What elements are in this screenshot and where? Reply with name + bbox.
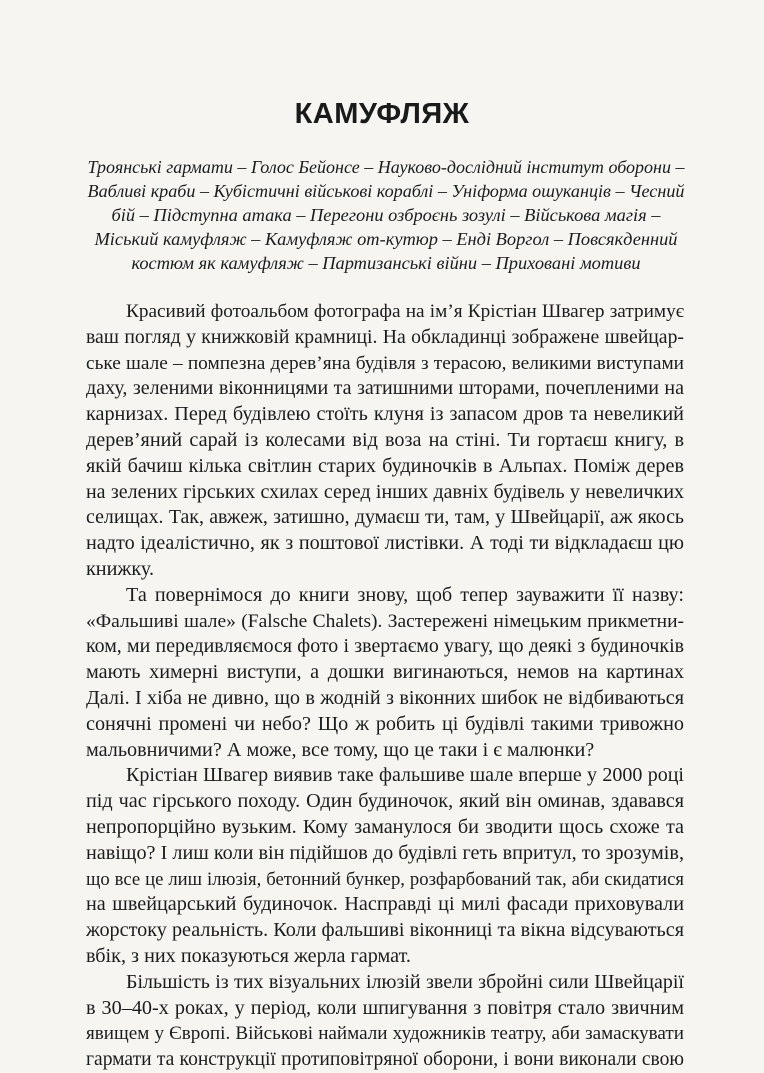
- text-line: Далі. І хіба не дивно, що в жодній з віконних шибок не відбиваються: [86, 686, 684, 709]
- text-line: дерев’яний сарай із колесами від воза на стіні. Ти гортаєш книгу, в: [86, 428, 684, 451]
- text-line: гармати та конструкції протиповітряної оборони, і вони виконали свою: [86, 1049, 684, 1071]
- text-line: ком, ми передивляємося фото і звертаємо увагу, що деякі з будиночків: [86, 635, 684, 658]
- chapter-title: КАМУФЛЯЖ: [294, 98, 470, 130]
- text-line: непропорційно вузьким. Кому заманулося би зводити щось схоже та: [86, 815, 684, 838]
- text-line: даху, зеленими віконницями та затишними шторами, почепленими на: [86, 377, 684, 400]
- text-line: мають химерні виступи, а дошки вигинаються, немов на картинах: [86, 661, 684, 684]
- text-line: в 30–40-х роках, у період, коли шпигування з повітря стало звичним: [86, 996, 684, 1019]
- summary-line: Троянські гармати – Голос Бейонсе – Науково-дослідний інститут оборони –: [87, 157, 685, 177]
- text-line: ваш погляд у книжковій крамниці. На обкладинці зображене швейцар-: [86, 325, 684, 348]
- text-line: мальовничими? А може, все тому, що це таки і є малюнки?: [86, 738, 595, 761]
- text-line: надто ідеалістично, як з поштової листівки. А тоді ти відкладаєш цю: [86, 532, 684, 555]
- text-line: карнизах. Перед будівлею стоїть клуня із запасом дров та невеликий: [86, 403, 684, 426]
- text-line: якій бачиш кілька світлин старих будиночків в Альпах. Поміж дерев: [86, 454, 684, 477]
- text-line: вбік, з них показуються жерла гармат.: [86, 944, 411, 967]
- text-line: на швейцарський будиночок. Насправді ці милі фасади приховували: [86, 893, 684, 916]
- summary-line: Вабливі краби – Кубістичні військові кораблі – Уніформа ошуканців – Чесний: [87, 181, 685, 201]
- text-line: Красивий фотоальбом фотографа на ім’я Крістіан Швагер затримує: [126, 301, 684, 322]
- text-line: «Фальшиві шале» (Falsche Chalets). Застережені німецьким прикметни-: [86, 610, 684, 632]
- text-line: навіщо? І лиш коли він підійшов до будівлі геть впритул, то зрозумів,: [86, 841, 684, 864]
- text-line: книжку.: [86, 557, 155, 580]
- body-text: [86, 299, 684, 1073]
- chapter-summary: [86, 155, 686, 275]
- text-line: селищах. Так, авжеж, затишно, думаєш ти, там, у Швейцарії, аж якось: [86, 506, 684, 529]
- text-line: що все це лиш ілюзія, бетонний бункер, розфарбований так, аби скидатися: [86, 868, 684, 890]
- text-line: Та повернімося до книги знову, щоб тепер зауважити її назву:: [126, 583, 684, 606]
- text-line: явищем у Європі. Військові наймали художників театру, аби замаскувати: [86, 1023, 684, 1045]
- text-line: жорстоку реальність. Коли фальшиві віконниці та вікна відсуваються: [86, 919, 684, 942]
- summary-line: костюм як камуфляж – Партизанські війни – Приховані мотиви: [131, 253, 641, 273]
- text-line: під час гірського походу. Один будиночок, який він оминав, здавався: [86, 790, 684, 813]
- text-line: Крістіан Швагер виявив таке фальшиве шале вперше у 2000 році: [126, 764, 684, 787]
- summary-line: Міський камуфляж – Камуфляж от-кутюр – Енді Воргол – Повсякденний: [94, 229, 678, 249]
- text-line: ське шале – помпезна дерев’яна будівля з терасою, великими виступами: [86, 352, 684, 374]
- text-line: Більшість із тих візуальних ілюзій звели збройні сили Швейцарії: [126, 970, 684, 993]
- text-line: сонячні промені чи небо? Що ж робить ці будівлі такими тривожно: [86, 712, 684, 735]
- summary-line: бій – Підступна атака – Перегони озброєнь зозулі – Військова магія –: [111, 205, 661, 225]
- text-line: на зелених гірських схилах серед інших давніх будівель у невеличких: [86, 480, 684, 503]
